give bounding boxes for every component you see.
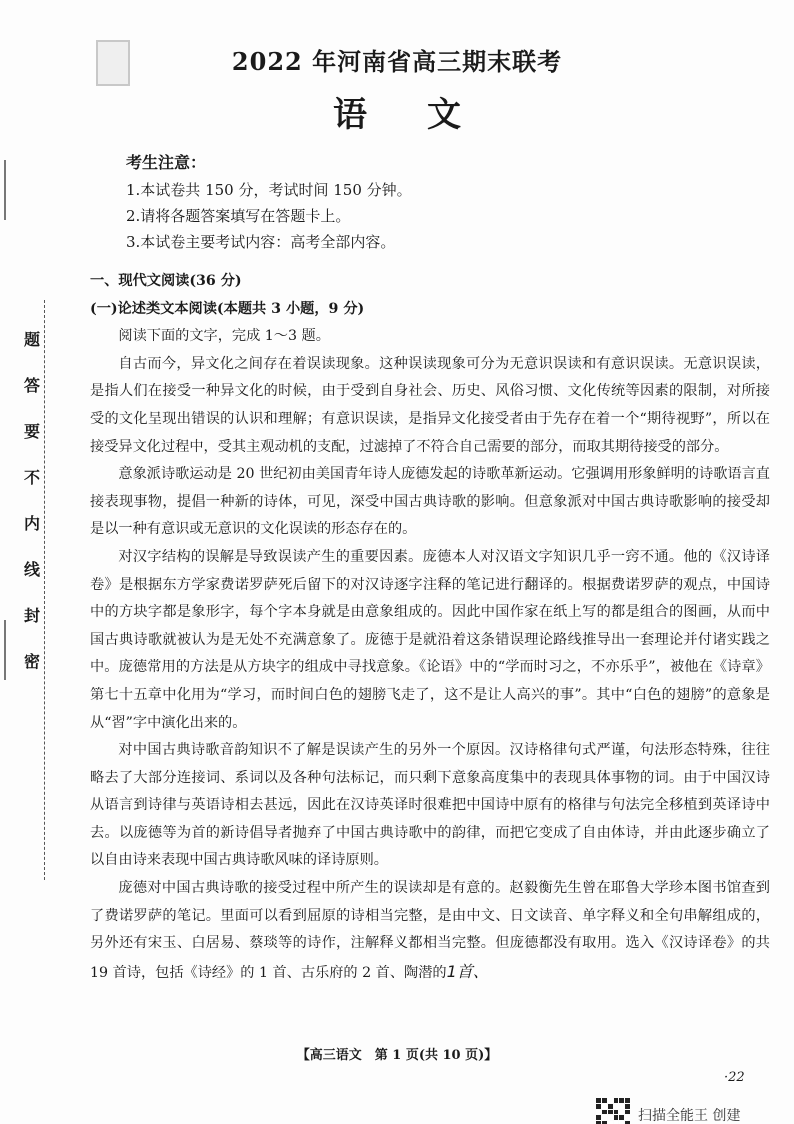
watermark-text: 扫描全能王 创建 — [638, 1108, 741, 1124]
passage-text: 庞德对中国古典诗歌的接受过程中所产生的误读却是有意的。赵毅衡先生曾在耶鲁大学珍本图书馆查到了费诺罗萨的笔记。里面可以看到屈原的诗相当完整，是由中文、日文读音、单字释义和全句串解组成的，另外还有宋玉、白居易、蔡琰等的诗作，注解释义都相当完整。但庞德都没有取用。选入《汉诗译卷》的共 19 首诗，包括《诗经》的 1 首、古乐府的 2 首、陶潜的 — [90, 880, 770, 981]
reading-section — [90, 268, 770, 987]
passage-paragraph: 对中国古典诗歌音韵知识不了解是误读产生的另外一个原因。汉诗格律句式严谨，句法形态特殊，往往略去了大部分连接词、系词以及各种句法标记，而只剩下意象高度集中的表现具体事物的词。由于中国汉诗从语言到诗律与英语诗相去甚远，因此在汉诗英译时很难把中国诗中原有的格律与句法完全移植到英译诗中去。以庞德等为首的新诗倡导者抛弃了中国古典诗歌中的韵律，而把它变成了自由体诗，并由此逐步确立了以自由诗来表现中国古典诗歌风味的译诗原则。 — [90, 742, 770, 869]
notice-title: 考生注意： — [126, 153, 207, 172]
qr-code-icon — [596, 1098, 630, 1124]
page-footer: 【高三语文 第 1 页(共 10 页)】 — [296, 1048, 498, 1063]
binding-char: 封 — [23, 606, 40, 625]
handwritten-note: 1首、 — [446, 961, 489, 981]
binding-char: 密 — [23, 652, 40, 671]
handwritten-page-mark: ·22 — [724, 1070, 745, 1085]
notice-item: 3.本试卷主要考试内容：高考全部内容。 — [126, 233, 396, 251]
scanner-watermark — [596, 1098, 740, 1124]
binding-margin — [0, 300, 52, 780]
passage-paragraph: 对汉字结构的误解是导致误读产生的重要因素。庞德本人对汉语文字知识几乎一窍不通。他的《汉诗译卷》是根据东方学家费诺罗萨死后留下的对汉诗逐字注释的笔记进行翻译的。根据费诺罗萨的观点，中国诗中的方块字都是象形字，每个字本身就是由意象组成的。因此中国作家在纸上写的都是组合的图画，从而中国古典诗歌就被认为是无处不充满意象了。庞德于是就沿着这条错误理论路线推导出一套理论并付诸实践之中。庞德常用的方法是从方块字的组成中寻找意象。《论语》中的“学而时习之，不亦乐乎”，被他在《诗章》第七十五章中化用为“学习，而时间白色的翅膀飞走了，这不是让人高兴的事”。其中“白色的翅膀”的意象是从“習”字中演化出来的。 — [90, 548, 770, 731]
section-title: 一、现代文阅读(36 分) — [90, 273, 242, 289]
instruction: 阅读下面的文字，完成 1～3 题。 — [118, 328, 330, 345]
notice-item: 1.本试卷共 150 分，考试时间 150 分钟。 — [126, 181, 412, 199]
exam-title: 2022 年河南省高三期末联考 — [231, 47, 563, 76]
binding-char: 不 — [23, 468, 40, 487]
passage-paragraph: 自古而今，异文化之间存在着误读现象。这种误读现象可分为无意识误读和有意识误读。无意识误读，是指人们在接受一种异文化的时候，由于受到自身社会、历史、风俗习惯、文化传统等因素的限制，对所接受的文化呈现出错误的认识和理解；有意识误读，是指异文化接受者由于先存在着一个“期待视野”，所以在接受异文化过程中，受其主观动机的支配，过滤掉了不符合自己需要的部分，而取其期待接受的部分。 — [90, 355, 770, 455]
passage-paragraph: 意象派诗歌运动是 20 世纪初由美国青年诗人庞德发起的诗歌革新运动。它强调用形象鲜明的诗歌语言直接表现事物，提倡一种新的诗体，可见，深受中国古典诗歌的影响。但意象派对中国古典诗歌影响的接受却是以一种有意识或无意识的文化误读的形态存在的。 — [90, 466, 770, 538]
passage-paragraph-last — [90, 875, 770, 987]
binding-mark — [4, 160, 14, 220]
binding-warning — [22, 330, 42, 698]
binding-dashed-line — [44, 300, 45, 880]
subsection-title: (一)论述类文本阅读(本题共 3 小题，9 分) — [90, 300, 365, 317]
binding-char: 要 — [23, 422, 40, 441]
binding-mark — [4, 620, 14, 680]
binding-char: 线 — [23, 560, 40, 579]
binding-char: 答 — [23, 376, 40, 395]
binding-char: 内 — [23, 514, 40, 533]
binding-char: 题 — [23, 330, 40, 349]
exam-subject: 语文 — [333, 95, 521, 135]
notice-item: 2.请将各题答案填写在答题卡上。 — [126, 207, 351, 225]
exam-header — [0, 42, 794, 136]
candidate-notice — [126, 150, 412, 255]
